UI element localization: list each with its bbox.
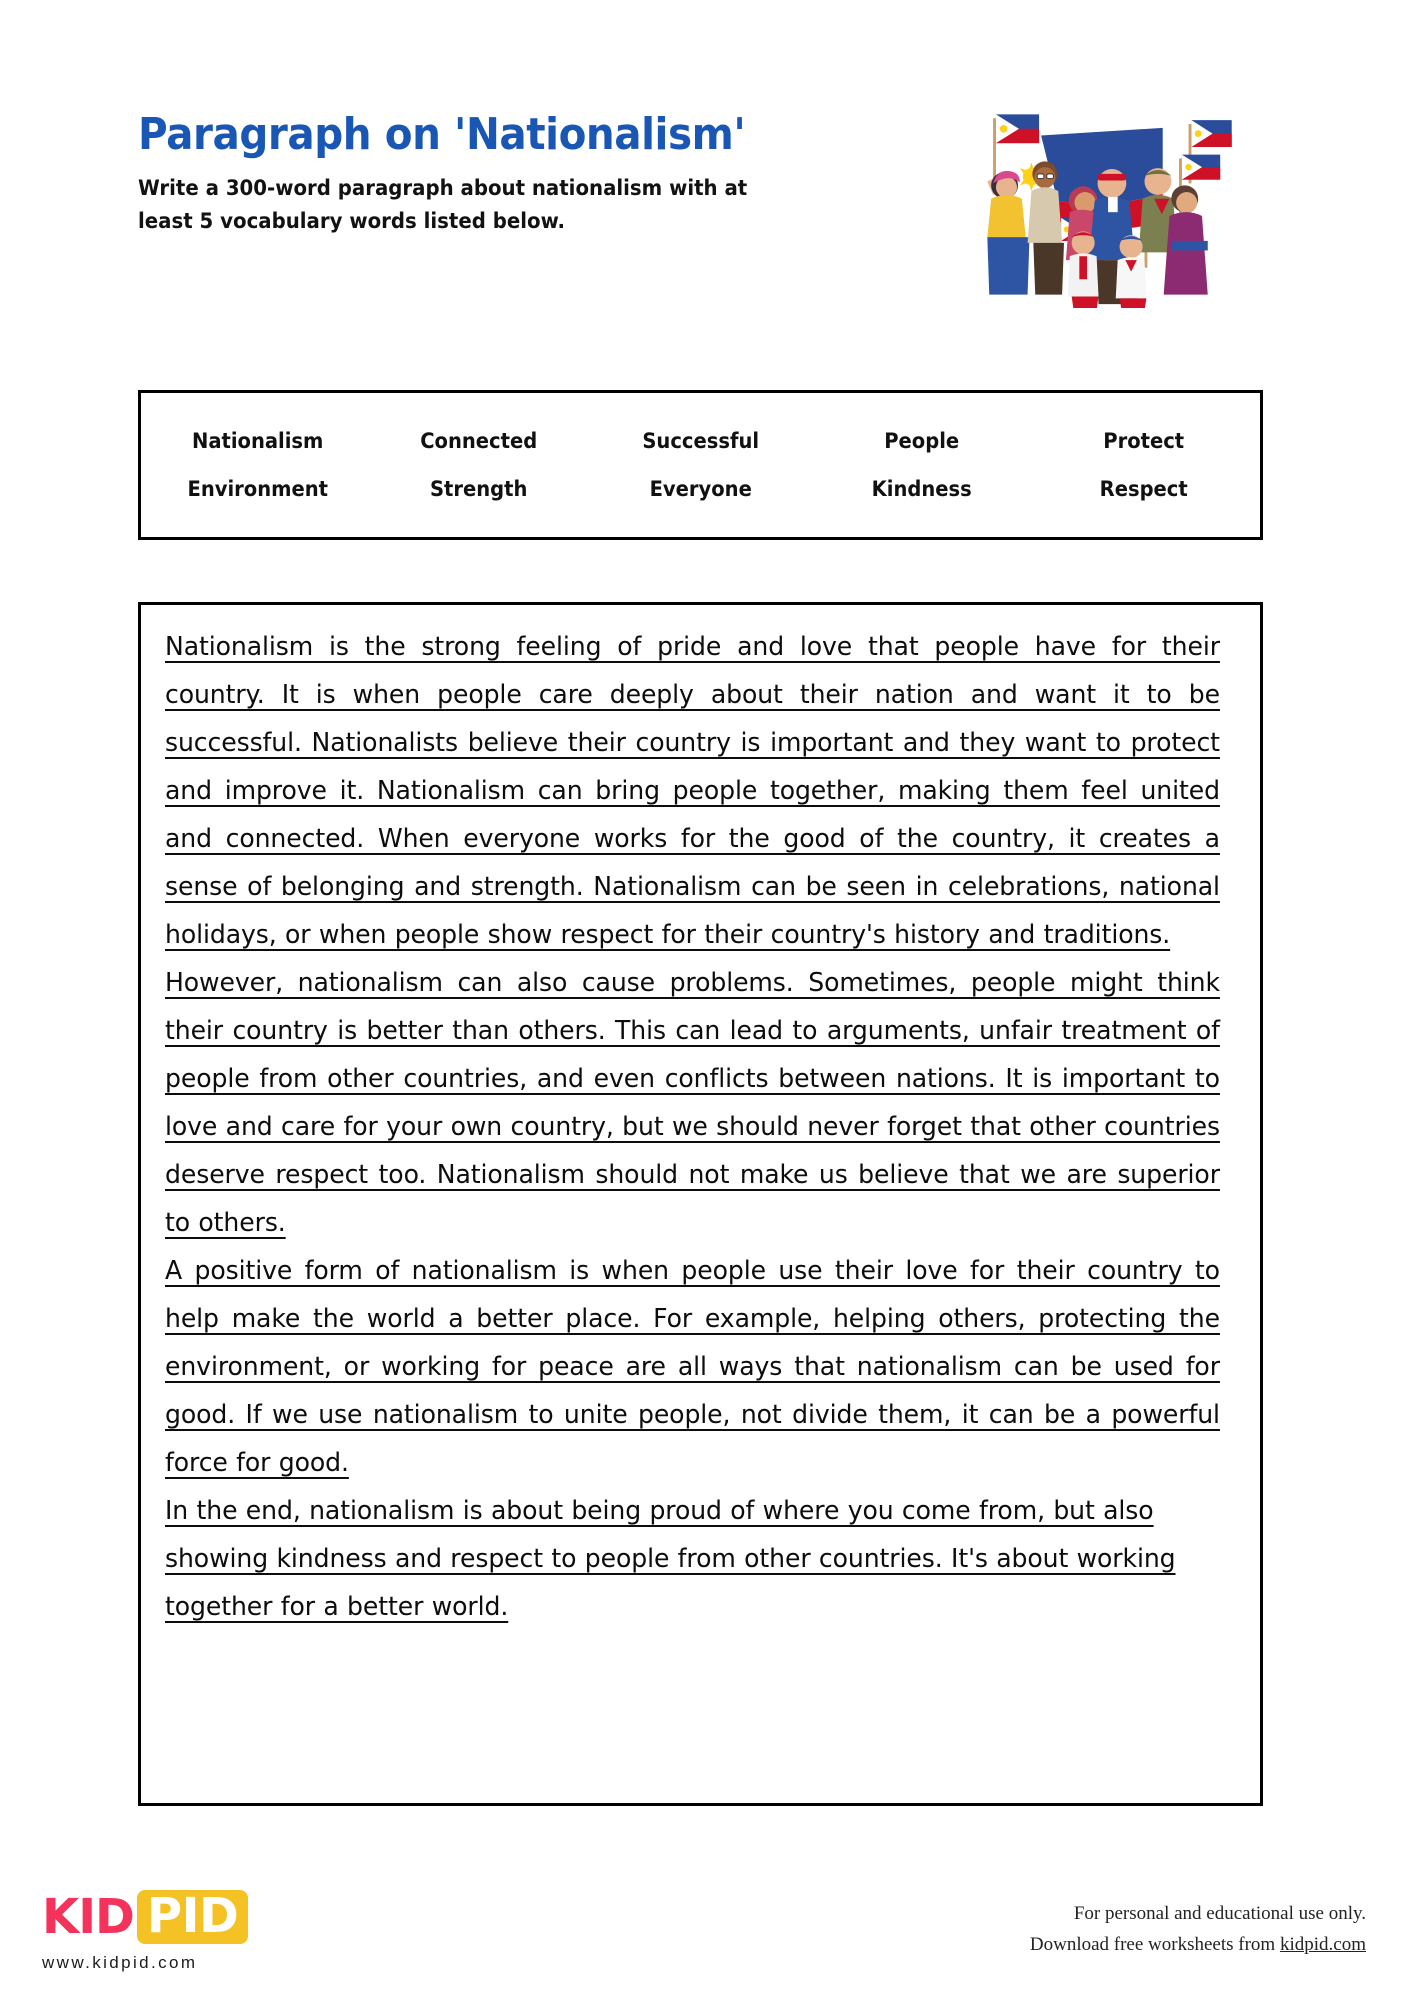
footer-credit [1030, 1898, 1366, 1961]
vocabulary-word: Environment [187, 477, 328, 501]
vocabulary-row [141, 477, 1260, 501]
kidpid-logo [42, 1890, 302, 1973]
vocabulary-word: Connected [420, 429, 538, 453]
credit-prefix: Download free worksheets from [1029, 1934, 1280, 1956]
vocabulary-word: Everyone [649, 477, 752, 501]
logo-mark [42, 1890, 302, 1944]
kidpid-link[interactable]: kidpid.com [1279, 1934, 1366, 1956]
vocabulary-word: People [884, 429, 960, 453]
header [138, 109, 908, 237]
vocabulary-word: Successful [642, 429, 759, 453]
vocabulary-word: Kindness [871, 477, 972, 501]
essay-paragraph: Nationalism is the strong feeling of pride and love that people have for their country. It is when people care deeply about their nation and want it to be successful. Nationalists believe their country is important and they want to protect and improve it. Nationalism can bring people together, making them feel united and connected. When everyone works for the good of the country, it creates a sense of belonging and strength. Nationalism can be seen in celebrations, national holidays, or when people show respect for their country's history and traditions. [165, 632, 1220, 950]
vocabulary-box [138, 390, 1263, 540]
essay-paragraph: However, nationalism can also cause problems. Sometimes, people might think their country is better than others. This can lead to arguments, unfair treatment of people from other countries, and even conflicts between nations. It is important to love and care for your own country, but we should never forget that other countries deserve respect too. Nationalism should not make us believe that we are superior to others. [165, 968, 1220, 1238]
vocabulary-word: Strength [430, 477, 528, 501]
credit-line-2 [1030, 1929, 1366, 1960]
child-right [1116, 235, 1147, 308]
essay-answer-box [138, 602, 1263, 1806]
essay-paragraph: A positive form of nationalism is when people use their love for their country to help make the world a better place. For example, helping others, protecting the environment, or working for peace are all ways that nationalism can be used for good. If we use nationalism to unite people, not divide them, it can be a powerful force for good. [165, 1256, 1220, 1478]
logo-kid-text: KID [42, 1889, 134, 1945]
page-title: Paragraph on 'Nationalism' [138, 109, 746, 160]
vocabulary-word: Nationalism [191, 429, 324, 453]
instructions-text: Write a 300-word paragraph about nationalism with at least 5 vocabulary words listed below. [138, 176, 748, 233]
philippine-flag-crowd-illustration [965, 78, 1255, 308]
child-left [1068, 231, 1099, 308]
vocabulary-word: Protect [1102, 429, 1184, 453]
logo-pid-text: PID [137, 1890, 248, 1944]
vocabulary-word: Respect [1099, 477, 1188, 501]
vocabulary-row [141, 429, 1260, 453]
credit-line-1: For personal and educational use only. [1073, 1903, 1366, 1924]
website-url: www.kidpid.com [42, 1953, 198, 1972]
essay-paragraph: In the end, nationalism is about being proud of where you come from, but also showing kindness and respect to people from other countries. It's about working together for a better world. [165, 1496, 1176, 1622]
